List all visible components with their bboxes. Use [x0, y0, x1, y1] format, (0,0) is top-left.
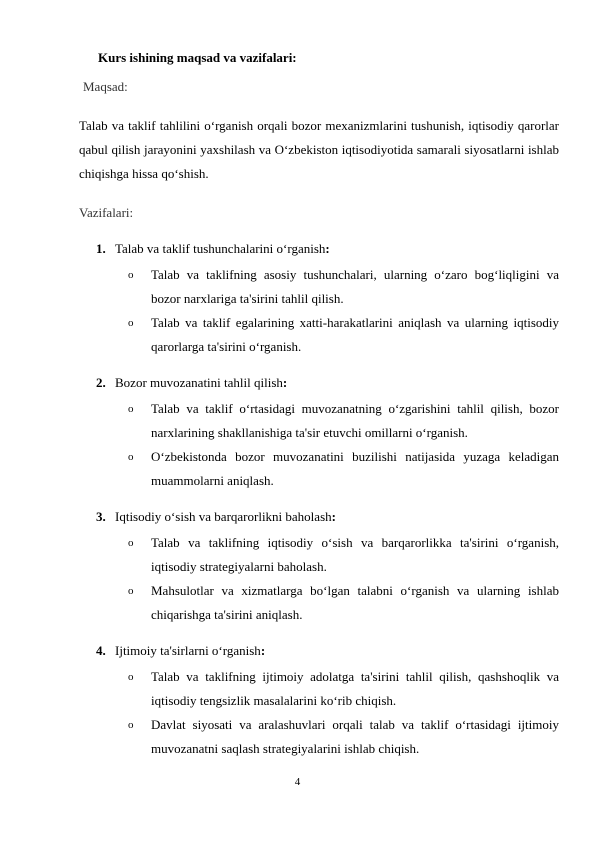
task-3-point-2 — [128, 579, 559, 627]
bullet-icon: o — [128, 403, 134, 415]
bullet-text: O‘zbekistonda bozor muvozanatini buzilishi natijasida yuzaga keladigan muammolarni aniqlash. — [151, 449, 559, 488]
bullet-icon: o — [128, 537, 134, 549]
task-title-colon: : — [325, 241, 330, 256]
bullet-icon: o — [128, 719, 134, 731]
task-number: 1. — [96, 241, 106, 256]
task-4-point-1 — [128, 665, 559, 713]
task-1-point-2 — [128, 311, 559, 359]
task-4-point-2 — [128, 713, 559, 761]
task-title-text: Talab va taklif tushunchalarini o‘rganish — [115, 241, 326, 256]
task-1-point-1 — [128, 263, 559, 311]
task-3-title — [96, 509, 336, 525]
task-title-text: Iqtisodiy o‘sish va barqarorlikni baholash — [115, 509, 332, 524]
goal-paragraph: Talab va taklif tahlilini o‘rganish orqali bozor mexanizmlarini tushunish, iqtisodiy qarorlar qabul qilish jarayonini yaxshilash va O‘zbekiston iqtisodiyotida samarali siyosatlarni ishlab chiqishga hissa qo‘shish. — [79, 118, 559, 181]
task-2-point-2 — [128, 445, 559, 493]
bullet-text: Talab va taklifning iqtisodiy o‘sish va barqarorlikka ta'sirini o‘rganish, iqtisodiy strategiyalarni baholash. — [151, 535, 559, 574]
page-number: 4 — [294, 776, 301, 788]
task-3-point-1 — [128, 531, 559, 579]
bullet-text: Talab va taklif o‘rtasidagi muvozanatning o‘zgarishini tahlil qilish, bozor narxlarining shakllanishiga ta'sir etuvchi omillarni o‘rganish. — [151, 401, 559, 440]
bullet-text: Mahsulotlar va xizmatlarga bo‘lgan talabni o‘rganish va ularning ishlab chiqarishga ta'sirini aniqlash. — [151, 583, 559, 622]
task-title-text: Bozor muvozanatini tahlil qilish — [115, 375, 283, 390]
tasks-label: Vazifalari: — [79, 205, 134, 220]
bullet-icon: o — [128, 269, 134, 281]
task-title-colon: : — [331, 509, 336, 524]
task-number: 3. — [96, 509, 106, 524]
bullet-text: Talab va taklifning ijtimoiy adolatga ta'sirini tahlil qilish, qashshoqlik va iqtisodiy tengsizlik masalalarini ko‘rib chiqish. — [151, 669, 559, 708]
bullet-text: Talab va taklif egalarining xatti-harakatlarini aniqlash va ularning iqtisodiy qarorlarga ta'sirini o‘rganish. — [151, 315, 559, 354]
bullet-icon: o — [128, 671, 134, 683]
bullet-icon: o — [128, 585, 134, 597]
bullet-text: Talab va taklifning asosiy tushunchalari, ularning o‘zaro bog‘liqligini va bozor narxlariga ta'sirini tahlil qilish. — [151, 267, 559, 306]
task-title-colon: : — [282, 375, 288, 390]
bullet-icon: o — [128, 451, 134, 463]
task-title-text: Ijtimoiy ta'sirlarni o‘rganish — [115, 643, 261, 658]
task-title-colon: : — [260, 643, 266, 658]
goal-label: Maqsad: — [83, 79, 128, 94]
task-2-point-1 — [128, 397, 559, 445]
section-heading: Kurs ishining maqsad va vazifalari: — [98, 50, 297, 65]
task-number: 4. — [96, 643, 106, 658]
task-4-title — [96, 643, 265, 659]
bullet-text: Davlat siyosati va aralashuvlari orqali talab va taklif o‘rtasidagi ijtimoiy muvozanatni saqlash strategiyalarini ishlab chiqish. — [151, 717, 559, 756]
task-2-title — [96, 375, 287, 391]
bullet-icon: o — [128, 317, 134, 329]
task-1-title — [96, 241, 330, 257]
task-number: 2. — [96, 375, 106, 390]
